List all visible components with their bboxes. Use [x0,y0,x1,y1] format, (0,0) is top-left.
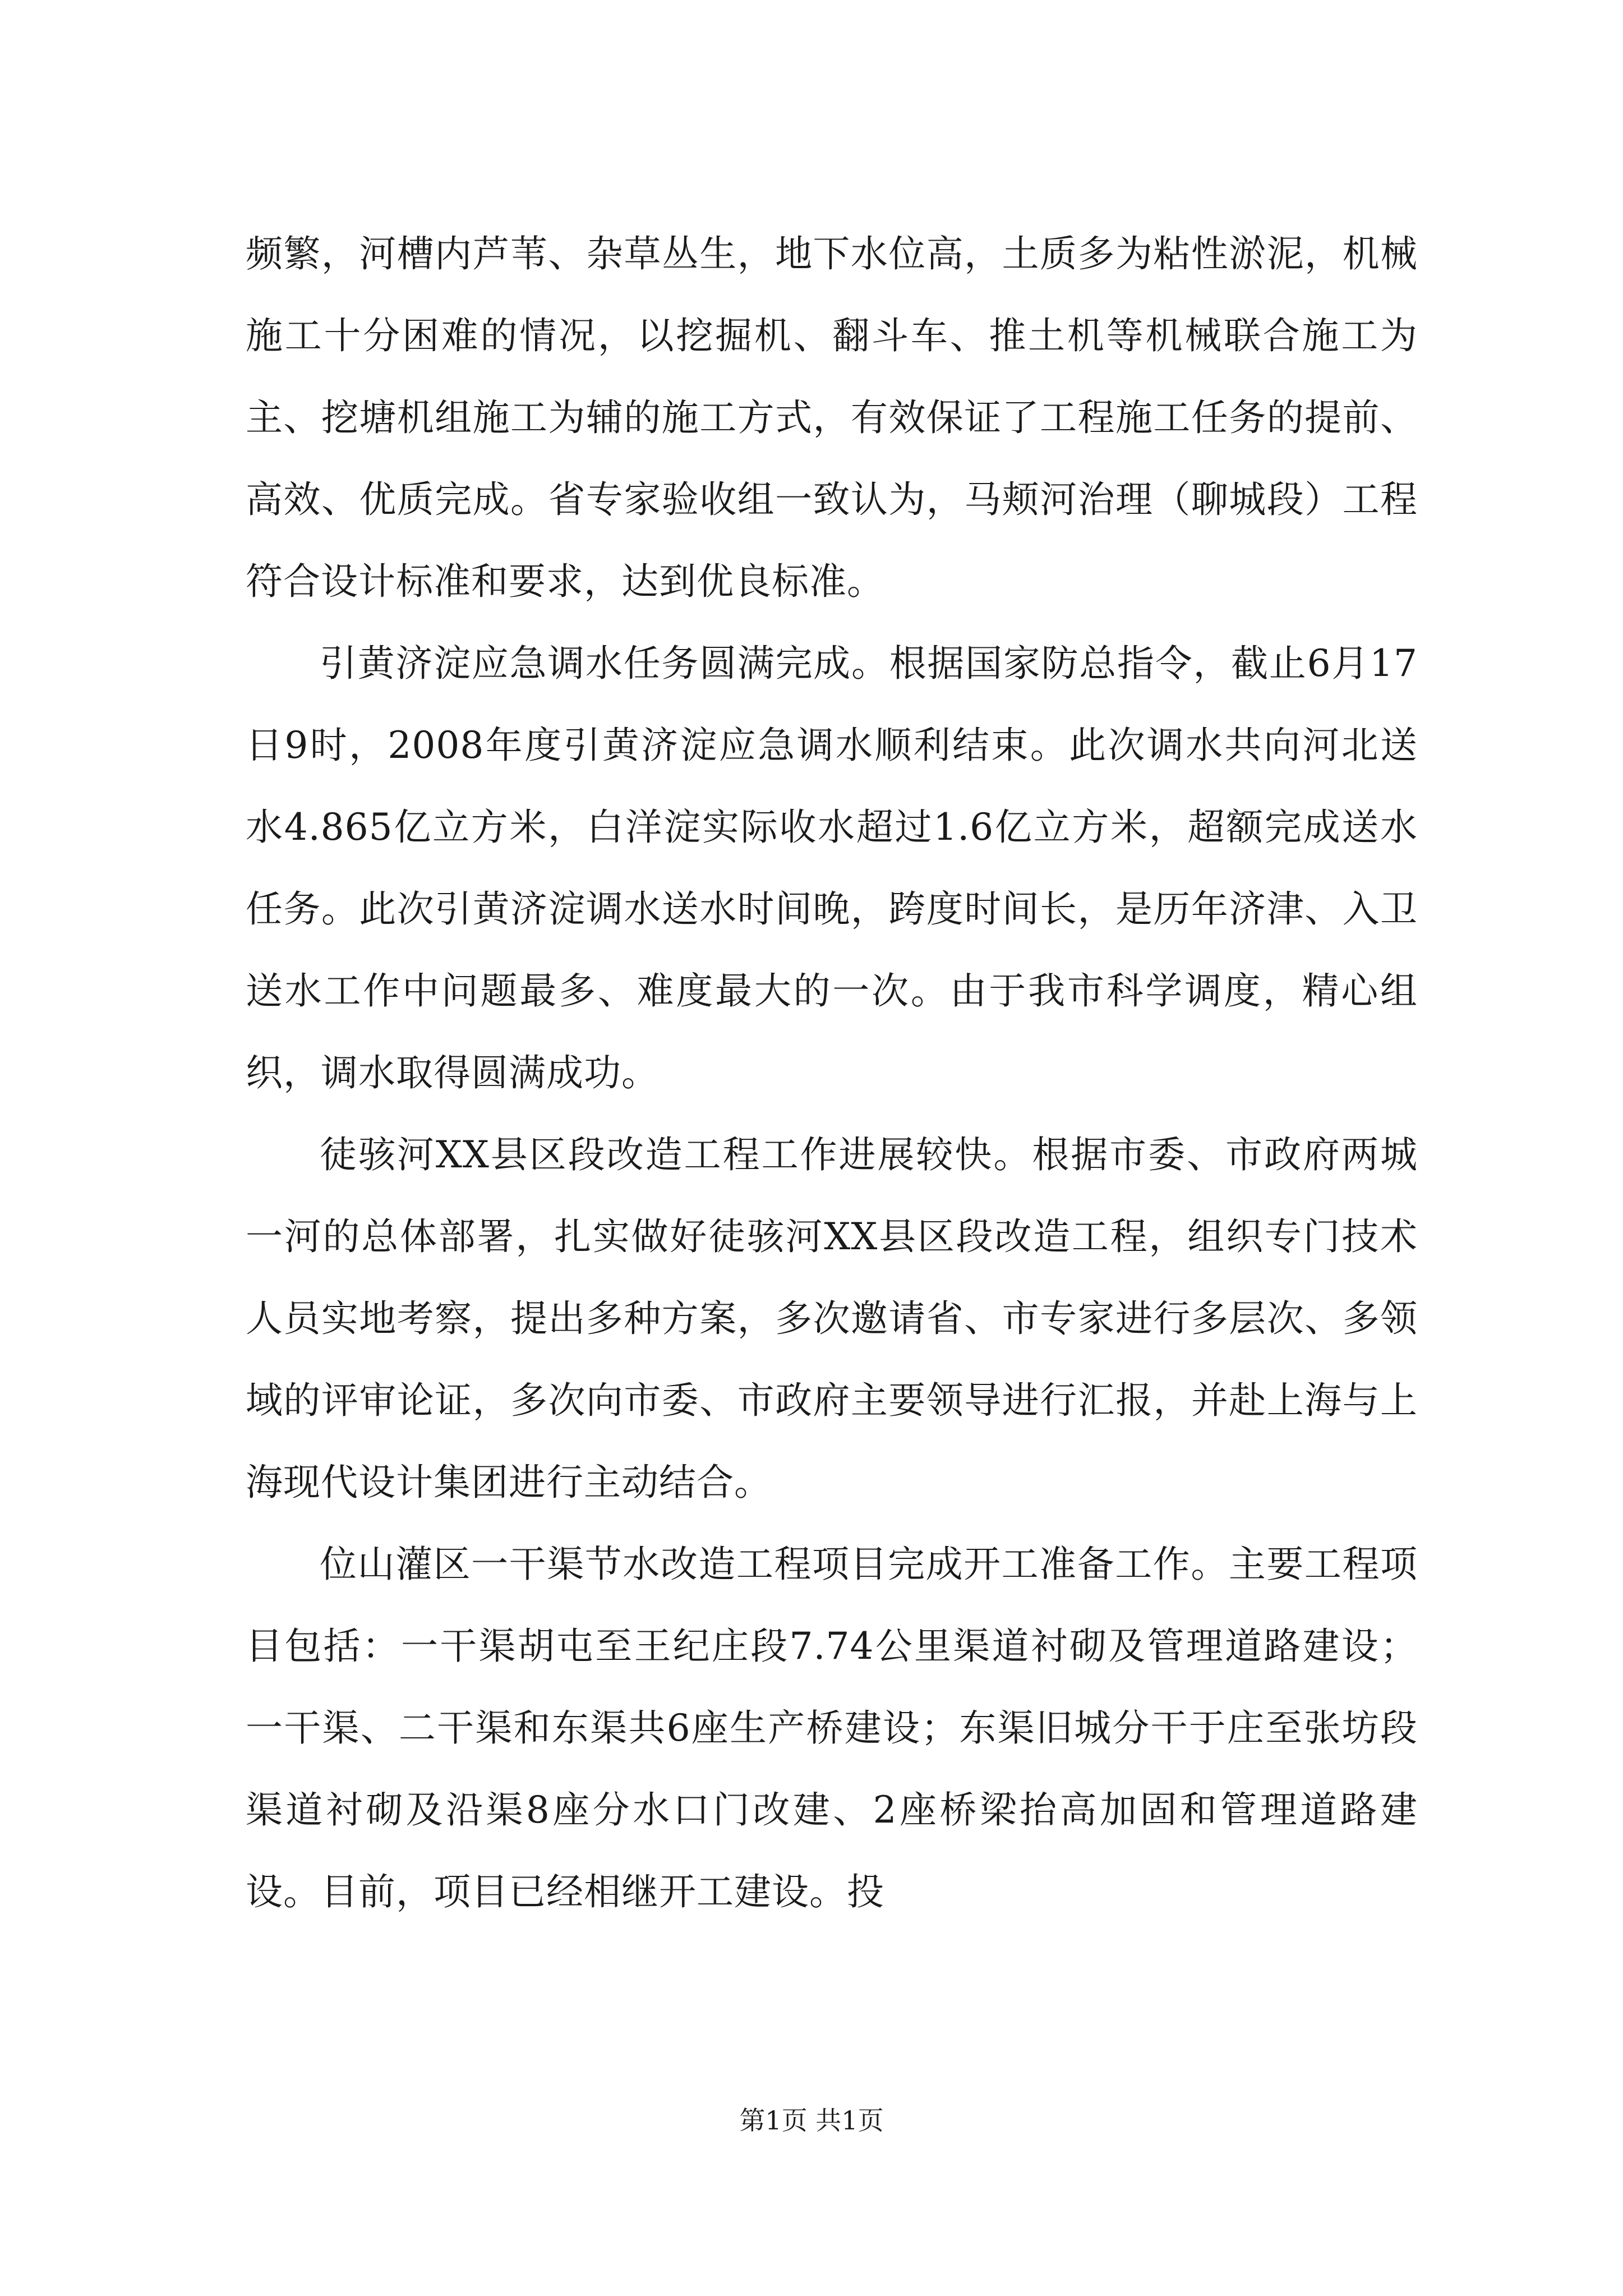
paragraph-3: 徒骇河XX县区段改造工程工作进展较快。根据市委、市政府两城一河的总体部署，扎实做好徒骇河XX县区段改造工程，组织专门技术人员实地考察，提出多种方案，多次邀请省、市专家进行多层次、多领域的评审论证，多次向市委、市政府主要领导进行汇报，并赴上海与上海现代设计集团进行主动结合。 [246,1133,1418,1504]
paragraph-2: 引黄济淀应急调水任务圆满完成。根据国家防总指令，截止6月17日9时，2008年度引黄济淀应急调水顺利结束。此次调水共向河北送水4.865亿立方米，白洋淀实际收水超过1.6亿立方米，超额完成送水任务。此次引黄济淀调水送水时间晚，跨度时间长，是历年济津、入卫送水工作中问题最多、难度最大的一次。由于我市科学调度，精心组织，调水取得圆满成功。 [246,642,1418,1094]
paragraph-1: 频繁，河槽内芦苇、杂草丛生，地下水位高，土质多为粘性淤泥，机械施工十分困难的情况，以挖掘机、翻斗车、推土机等机械联合施工为主、挖塘机组施工为辅的施工方式，有效保证了工程施工任务的提前、高效、优质完成。省专家验收组一致认为，马颊河治理（聊城段）工程符合设计标准和要求，达到优良标准。 [246,232,1418,603]
paragraph-4: 位山灌区一干渠节水改造工程项目完成开工准备工作。主要工程项目包括：一干渠胡屯至王纪庄段7.74公里渠道衬砌及管理道路建设；一干渠、二干渠和东渠共6座生产桥建设；东渠旧城分干于庄至张坊段渠道衬砌及沿渠8座分水口门改建、2座桥梁抬高加固和管理道路建设。目前，项目已经相继开工建设。投 [246,1543,1418,1913]
document-body [246,213,1418,1933]
page-footer: 第1页 共1页 [739,2105,884,2136]
